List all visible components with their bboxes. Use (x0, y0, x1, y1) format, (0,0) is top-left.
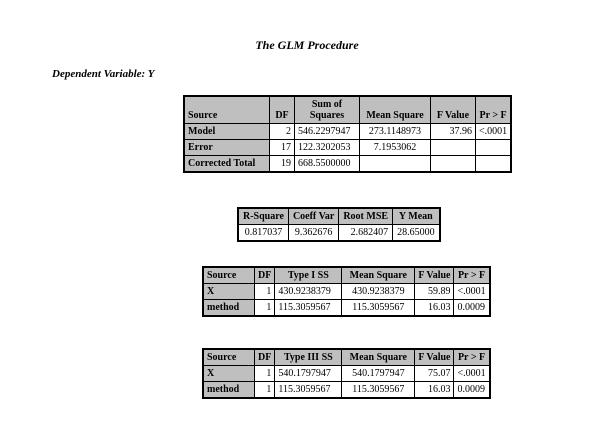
type3-header-ss: Type III SS (275, 349, 342, 366)
cell-f (431, 140, 476, 156)
procedure-title: The GLM Procedure (255, 38, 359, 52)
anova-header-ss-line1: Sum of (311, 99, 343, 110)
type3-header-ms: Mean Square (342, 349, 415, 366)
cell-df: 1 (255, 366, 275, 382)
cell-df: 19 (270, 156, 295, 173)
cell-f: 37.96 (431, 124, 476, 140)
cell-ss: 546.2297947 (295, 124, 360, 140)
row-source: Model (184, 124, 270, 140)
cell-f (431, 156, 476, 173)
type1-ss-table (202, 266, 491, 317)
table-row (238, 225, 440, 242)
cell-f: 59.89 (415, 284, 454, 300)
cell-ss: 668.5500000 (295, 156, 360, 173)
table-row (184, 156, 511, 173)
type3-header-df: DF (255, 349, 275, 366)
cell-root-mse: 2.682407 (339, 225, 393, 242)
cell-ms: 540.1797947 (342, 366, 415, 382)
cell-y-mean: 28.65000 (393, 225, 440, 242)
dependent-variable-label: Dependent Variable: Y (52, 68, 155, 80)
fit-header-root-mse: Root MSE (339, 208, 393, 225)
cell-ss: 540.1797947 (275, 366, 342, 382)
type3-ss-table (202, 348, 491, 399)
anova-header-ms: Mean Square (360, 96, 431, 124)
type1-header-df: DF (255, 267, 275, 284)
anova-header-row (184, 96, 511, 124)
table-row (203, 366, 490, 382)
cell-p (476, 156, 512, 173)
row-source: method (203, 382, 255, 399)
cell-ms (360, 156, 431, 173)
type1-header-ss: Type I SS (275, 267, 342, 284)
anova-header-ss (295, 96, 360, 124)
cell-ms: 430.9238379 (342, 284, 415, 300)
row-source: Corrected Total (184, 156, 270, 173)
row-source: Error (184, 140, 270, 156)
type3-header-row (203, 349, 490, 366)
cell-df: 1 (255, 382, 275, 399)
row-source: X (203, 366, 255, 382)
cell-p: 0.0009 (454, 382, 490, 399)
cell-rsquare: 0.817037 (238, 225, 288, 242)
row-source: method (203, 300, 255, 317)
fit-statistics-table (237, 207, 441, 242)
type1-header-f: F Value (415, 267, 454, 284)
anova-header-ss-line2: Squares (309, 110, 345, 121)
cell-df: 17 (270, 140, 295, 156)
cell-ms: 273.1148973 (360, 124, 431, 140)
cell-ss: 122.3202053 (295, 140, 360, 156)
type1-header-row (203, 267, 490, 284)
table-row (184, 140, 511, 156)
cell-ms: 115.3059567 (342, 300, 415, 317)
cell-p: <.0001 (454, 284, 490, 300)
cell-df: 2 (270, 124, 295, 140)
row-source: X (203, 284, 255, 300)
table-row (184, 124, 511, 140)
fit-header-coeff-var: Coeff Var (288, 208, 338, 225)
cell-f: 16.03 (415, 382, 454, 399)
cell-df: 1 (255, 284, 275, 300)
cell-f: 75.07 (415, 366, 454, 382)
cell-ms: 7.1953062 (360, 140, 431, 156)
cell-df: 1 (255, 300, 275, 317)
anova-header-source: Source (184, 96, 270, 124)
cell-p: <.0001 (476, 124, 512, 140)
fit-header-rsquare: R-Square (238, 208, 288, 225)
type1-header-ms: Mean Square (342, 267, 415, 284)
fit-header-y-mean: Y Mean (393, 208, 440, 225)
fit-header-row (238, 208, 440, 225)
type1-header-source: Source (203, 267, 255, 284)
cell-ms: 115.3059567 (342, 382, 415, 399)
type3-header-source: Source (203, 349, 255, 366)
anova-header-df: DF (270, 96, 295, 124)
type1-header-p: Pr > F (454, 267, 490, 284)
cell-coeff-var: 9.362676 (288, 225, 338, 242)
table-row (203, 300, 490, 317)
type3-header-f: F Value (415, 349, 454, 366)
cell-p (476, 140, 512, 156)
cell-p: 0.0009 (454, 300, 490, 317)
cell-f: 16.03 (415, 300, 454, 317)
anova-header-f: F Value (431, 96, 476, 124)
cell-ss: 430.9238379 (275, 284, 342, 300)
anova-table (183, 95, 512, 173)
table-row (203, 284, 490, 300)
cell-ss: 115.3059567 (275, 300, 342, 317)
cell-ss: 115.3059567 (275, 382, 342, 399)
table-row (203, 382, 490, 399)
anova-header-p: Pr > F (476, 96, 512, 124)
cell-p: <.0001 (454, 366, 490, 382)
type3-header-p: Pr > F (454, 349, 490, 366)
